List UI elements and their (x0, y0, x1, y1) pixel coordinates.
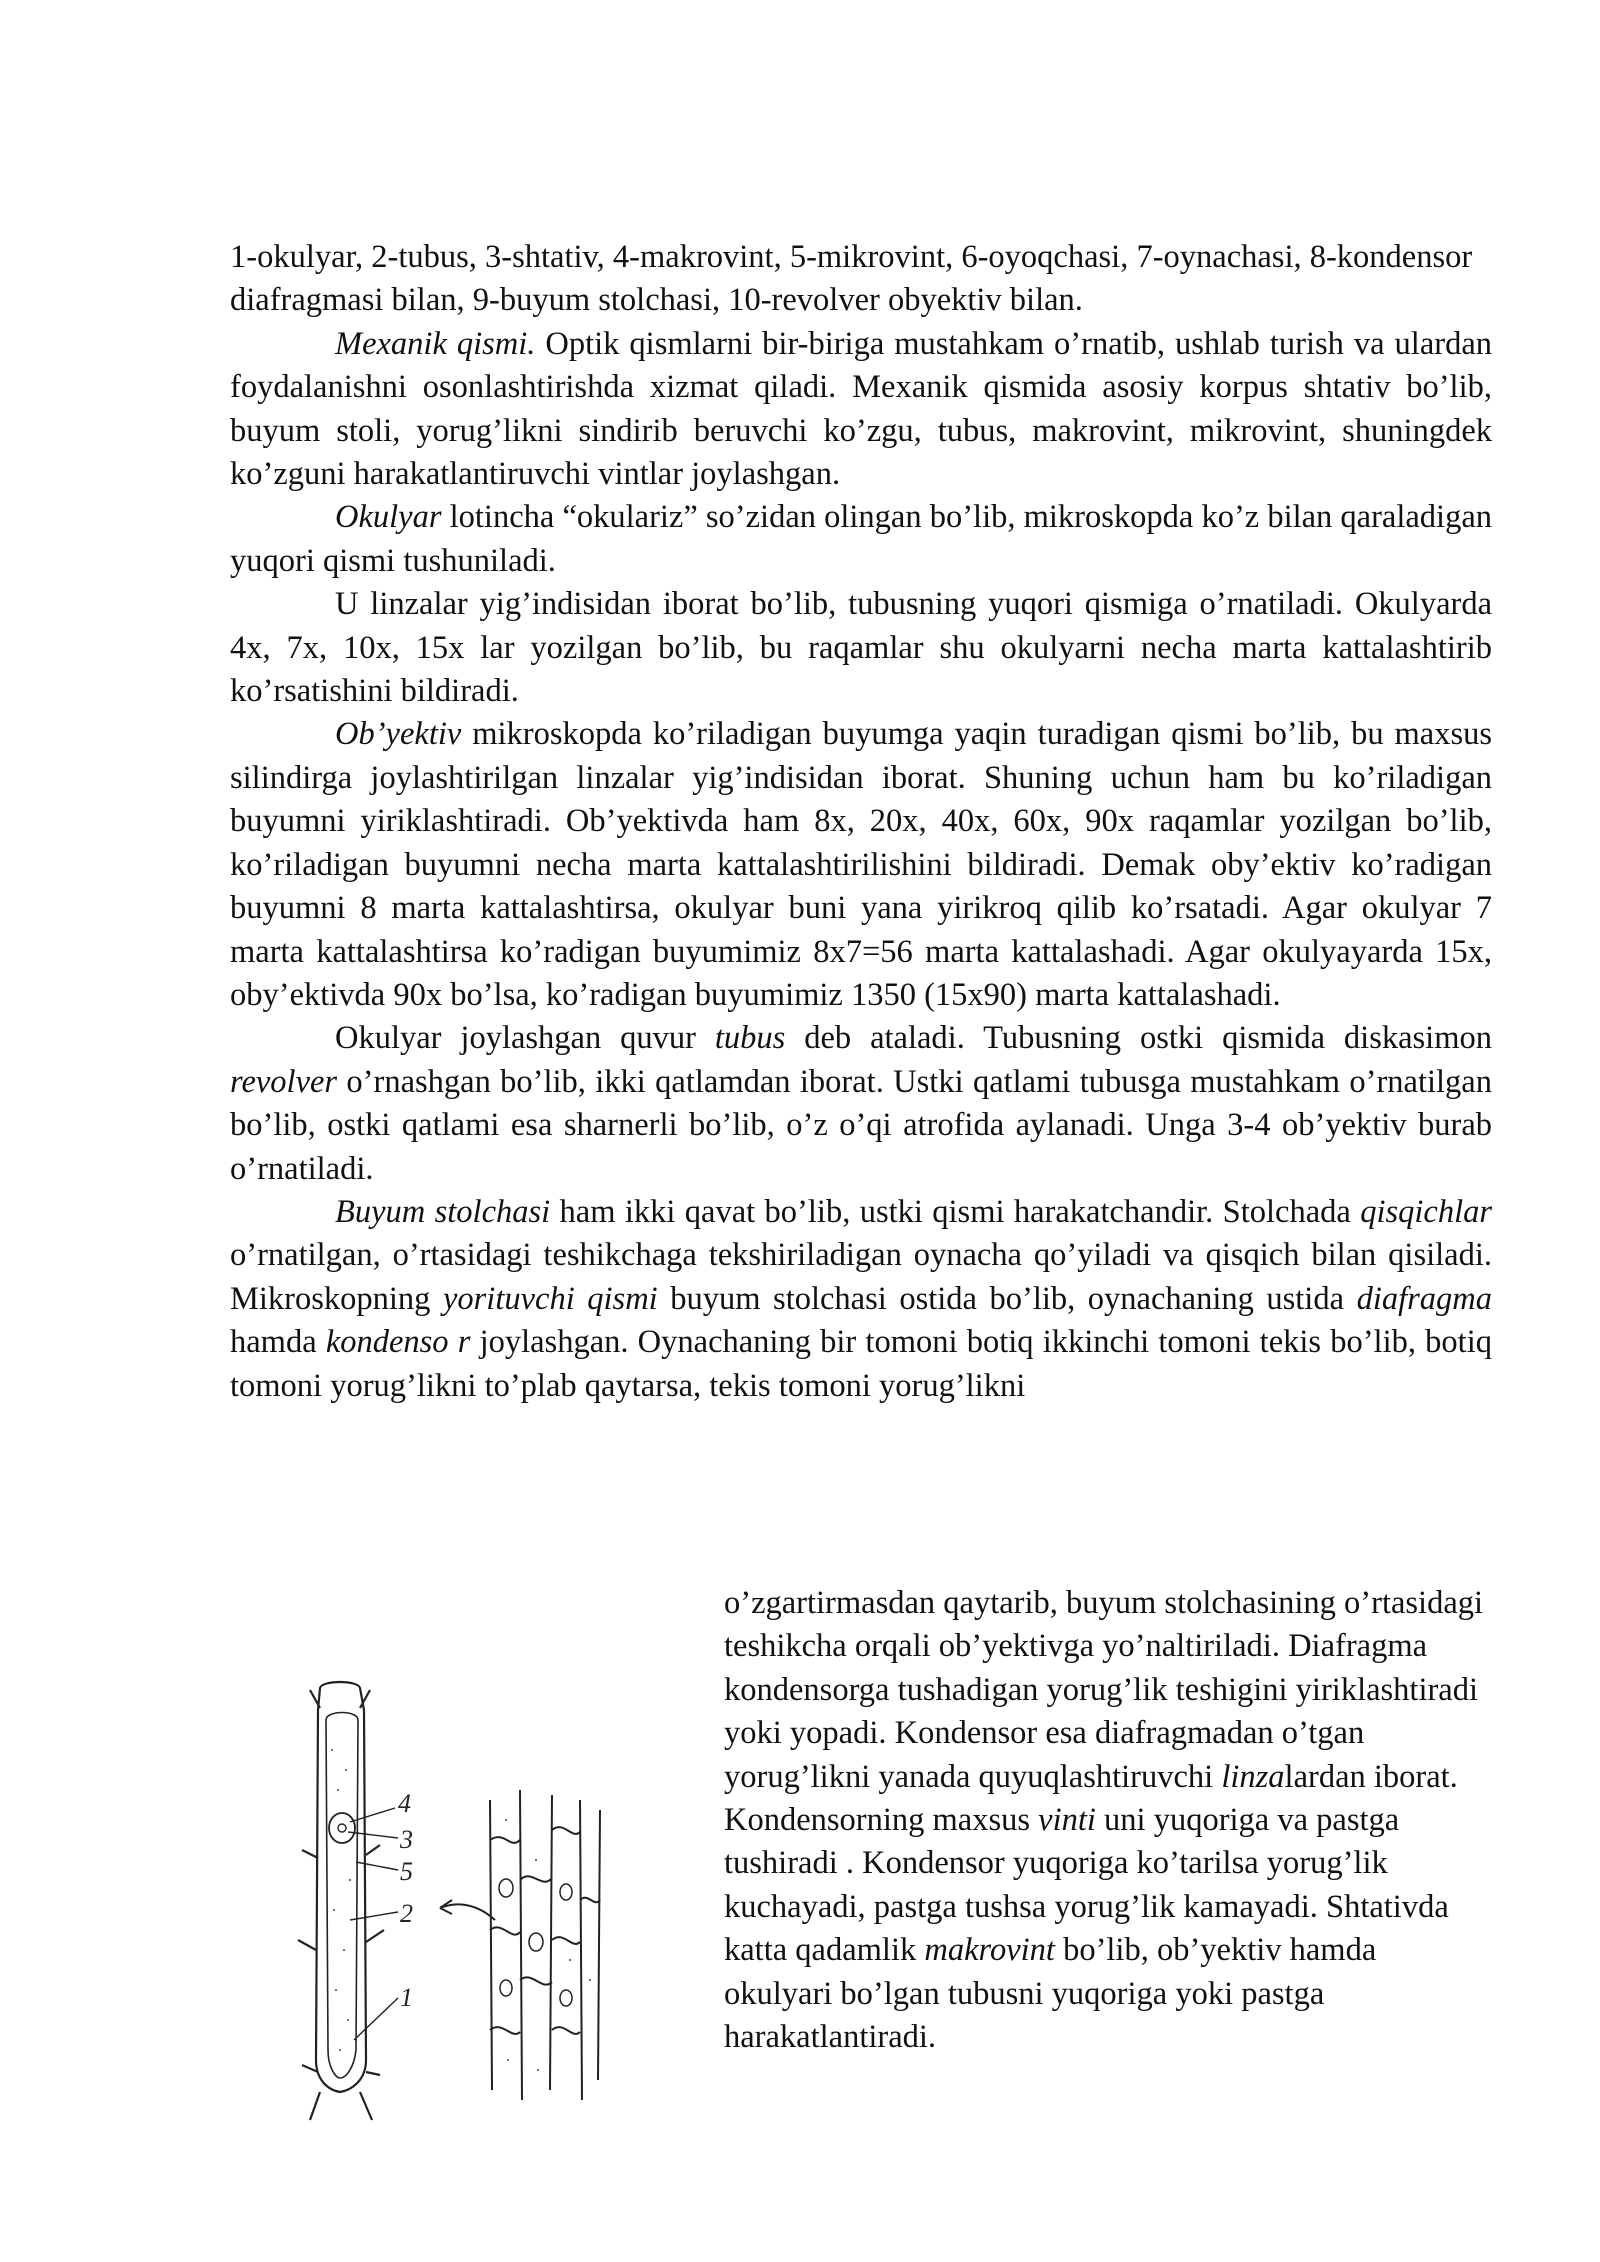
nucleus (329, 1813, 355, 1843)
body-text (230, 236, 1492, 1408)
paragraph-tubus: Okulyar joylashgan quvur tubus deb ataladi. Tubusning ostki qismida diskasimon revolver o’rnashgan bo’lib, ikki qatlamdan iborat. Ustki qatlami tubusga mustahkam o’rnatilgan bo’lib, ostki qatlami esa sharnerli bo’lib, o’z o’qi atrofida aylanadi. Unga 3-4 ob’yektiv burab o’rnatiladi. (230, 1020, 1492, 1187)
term-ocular: Okulyar (335, 499, 442, 536)
term-revolver: revolver (230, 1063, 338, 1100)
nucleolus (338, 1824, 346, 1832)
term-tubus: tubus (714, 1020, 786, 1057)
figure-label-2: 2 (400, 1899, 413, 1928)
paragraph-stage: Buyum stolchasi ham ikki qavat bo’lib, ustki qismi harakatchandir. Stolchada qisqichlar o’rnatilgan, o’rtasidagi teshikchaga tekshiriladigan oynacha qo’yiladi va qisqich bilan qisiladi. Mikroskopning yorituvchi qismi buyum stolchasi ostida bo’lib, oynachaning ustida diafragma hamda kondenso r joylashgan. Oynachaning bir tomoni botiq ikkinchi tomoni tekis bo’lib, botiq tomoni yorug’likni to’plab qaytarsa, tekis tomoni yorug’likni (230, 1193, 1492, 1404)
term-illuminator: yorituvchi qismi (442, 1280, 658, 1317)
term-clips: qisqichlar (1360, 1193, 1492, 1230)
term-mechanical: Mexanik qismi. (335, 325, 536, 362)
paragraph-lenses: U linzalar yig’indisidan iborat bo’lib, tubusning yuqori qismiga o’rnatiladi. Okulyarda 4x, 7x, 10x, 15x lar yozilgan bo’lib, bu raqamlar shu okulyarni necha marta kattalashtirib ko’rsatishini bildiradi. (230, 586, 1492, 710)
term-screw: vinti (1038, 1802, 1096, 1839)
term-condenser: kondenso r (325, 1324, 471, 1361)
figure-caption: 1-okulyar, 2-tubus, 3-shtativ, 4-makrovint, 5-mikrovint, 6-oyoqchasi, 7-oynachasi, 8-kondensor diafragmasi bilan, 9-buyum stolchasi, 10-revolver obyektiv bilan. (230, 239, 1473, 319)
cell-drawing (280, 1680, 660, 2130)
paragraph-objective: Ob’yektiv mikroskopda ko’riladigan buyumga yaqin turadigan qismi bo’lib, bu maxsus silindirga joylashtirilgan linzalar yig’indisidan iborat. Shuning uchun ham bu ko’riladigan buyumni yiriklashtiradi. Ob’yektivda ham 8x, 20x, 40x, 60x, 90x raqamlar yozilgan bo’lib, ko’riladigan buyumni necha marta kattalashtirilishini bildiradi. Demak oby’ektiv ko’radigan buyumni 8 marta kattalashtirsa, okulyar buni yana yirikroq qilib ko’rsatadi. Agar okulyar 7 marta kattalashtirsa ko’radigan buyumimiz 8x7=56 marta kattalashadi. Agar okulyayarda 15x, oby’ektivda 90x bo’lsa, ko’radigan buyumimiz 1350 (15x90) marta kattalashadi. (230, 716, 1492, 1013)
figure-label-1: 1 (400, 1983, 413, 2012)
figure-label-4: 4 (398, 1789, 411, 1818)
paragraph-mechanical-part: Mexanik qismi. Optik qismlarni bir-biriga mustahkam o’rnatib, ushlab turish va ulardan foydalanishni osonlashtirishda xizmat qiladi. Mexanik qismida asosiy korpus shtativ bo’lib, buyum stoli, yorug’likni sindirib beruvchi ko’zgu, tubus, makrovint, mikrovint, shuningdek ko’zguni harakatlantiruvchi vintlar joylashgan. (230, 325, 1492, 493)
term-objective: Ob’yektiv (335, 716, 462, 753)
plant-cell-illustration (280, 1680, 660, 2130)
right-column-text: o’zgartirmasdan qaytarib, buyum stolchasining o’rtasidagi teshikcha orqali ob’yektivga yo’naltiriladi. Diafragma kondensorga tushadigan yorug’lik teshigini yiriklashtiradi yoki yopadi. Kondensor esa diafragmadan o’tgan yorug’likni yanada quyuqlashtiruvchi linzalardan iborat. Kondensorning maxsus vinti uni yuqoriga va pastga tushiradi . Kondensor yuqoriga ko’tarilsa yorug’lik kuchayadi, pastga tushsa yorug’lik kamayadi. Shtativda katta qadamlik makrovint bo’lib, ob’yektiv hamda okulyari bo’lgan tubusni yuqoriga yoki pastga harakatlantiradi. (724, 1585, 1484, 2056)
term-macroscrew: makrovint (924, 1932, 1055, 1969)
figure-label-3: 3 (400, 1825, 413, 1854)
figure-label-5: 5 (400, 1857, 413, 1886)
term-diaphragm: diafragma (1356, 1280, 1492, 1317)
term-stage: Buyum stolchasi (335, 1193, 551, 1230)
term-lens: linza (1221, 1758, 1285, 1795)
paragraph-ocular: Okulyar lotincha “okulariz” so’zidan olingan bo’lib, mikroskopda ko’z bilan qaraladigan yuqori qismi tushuniladi. (230, 499, 1493, 579)
cell-inner-wall (326, 1713, 358, 2079)
